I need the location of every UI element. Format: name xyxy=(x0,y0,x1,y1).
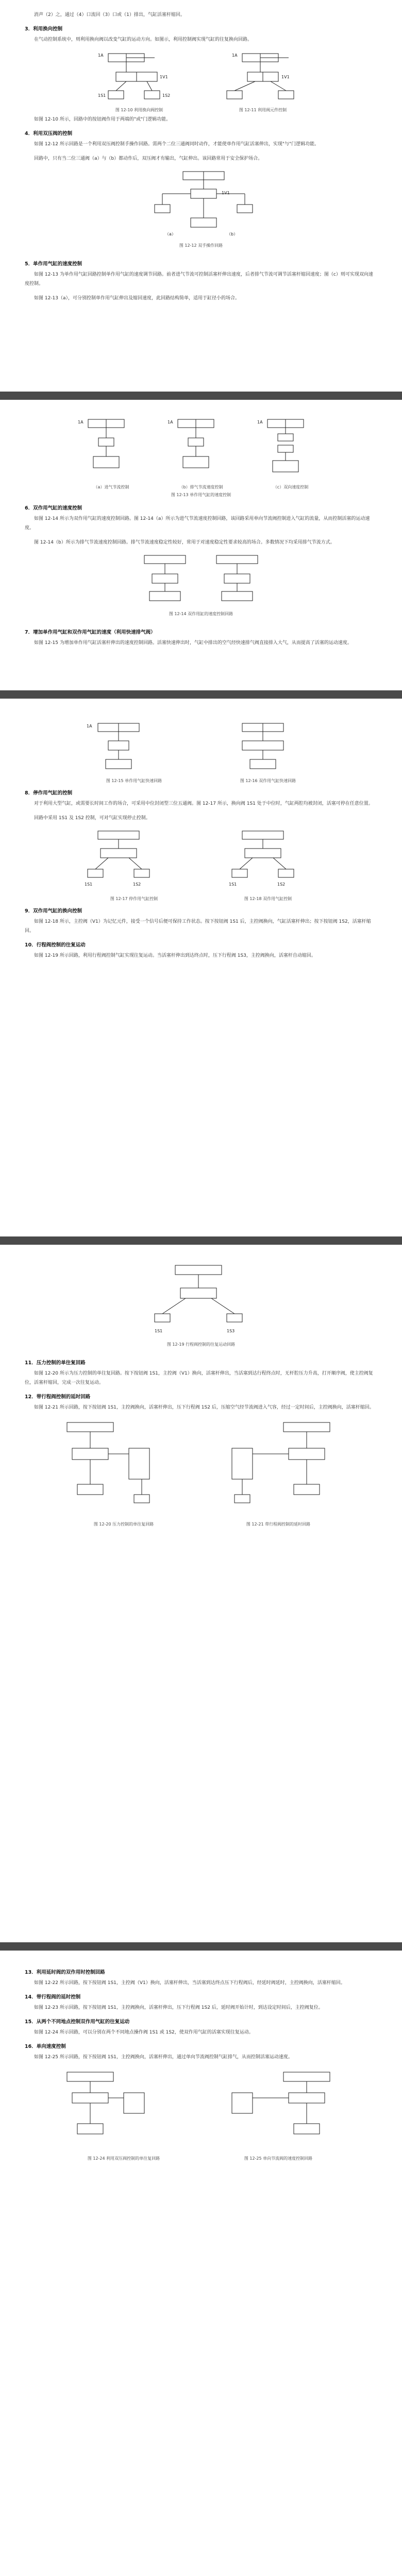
section-heading: 4．利用双压阀的控制 xyxy=(25,131,73,137)
sub-label: （a） xyxy=(165,232,176,236)
figure xyxy=(25,168,377,255)
figure xyxy=(25,1262,377,1353)
body-paragraph: 如图 12-21 所示回路，按下按钮阀 1S1，主控阀换向，活塞杆伸出，压下行程阀 1S2 后，压缩空气经节流阀进入气容，经过一定时间后，主控阀换向，活塞杆缩回。 xyxy=(34,1405,374,1410)
body-paragraph: 如图 12-18 所示，主控阀（V1）为记忆元件，接受一个信号后便可保持工作状态。按下按钮阀 1S1 后，主控阀换向，气缸活塞杆伸出；按下按钮阀 1S2，活塞杆缩回。 xyxy=(25,919,371,934)
circuit-diagram xyxy=(211,2067,345,2155)
section-heading: 13．利用延时阀的双作用时控制回路 xyxy=(25,1970,105,1975)
figure-row xyxy=(25,720,377,784)
figure xyxy=(211,720,325,784)
figure-caption: 图 12-25 单向节流阀的速度控制回路 xyxy=(244,2156,313,2161)
cylinder-label: 1A xyxy=(98,53,104,58)
figure-caption: （b）排气节流速度控制 xyxy=(179,485,223,489)
intro-paragraph: 消声（2）之，通过（4）口流回（3）口或（1）排出，气缸活塞杆缩回。 xyxy=(34,12,185,18)
figure xyxy=(252,416,329,490)
cylinder-label: 1A xyxy=(257,420,263,425)
figure-caption: 图 12-16 双作用气缸快速回路 xyxy=(240,778,296,783)
circuit-diagram xyxy=(88,49,191,106)
switch-label: 1S1 xyxy=(85,882,93,887)
sub-label: （b） xyxy=(227,232,238,236)
switch-label: 1S1 xyxy=(98,93,106,98)
circuit-diagram xyxy=(124,1262,278,1340)
figure-caption: 图 12-15 单作用气缸快速回路 xyxy=(106,778,162,783)
figure xyxy=(25,552,377,623)
page-3 xyxy=(25,716,377,1231)
cylinder-label: 1A xyxy=(167,420,173,425)
figure-caption: 图 12-24 利用双压阀控制的单往复回路 xyxy=(87,2156,160,2161)
circuit-diagram xyxy=(77,720,191,777)
section-heading: 9．双作用气缸的换向控制 xyxy=(25,908,82,914)
figure-caption: （a）进气节流控制 xyxy=(93,485,129,489)
figure-caption: 图 12-21 带行程阀控制的延时回路 xyxy=(246,1522,311,1527)
figure-caption: 图 12-20 压力控制的单往复回路 xyxy=(93,1522,154,1527)
section-heading: 5．单作用气缸的速度控制 xyxy=(25,261,82,267)
section-heading: 6．双作用气缸的速度控制 xyxy=(25,505,82,511)
cylinder-label: 1A xyxy=(87,724,92,728)
circuit-diagram xyxy=(211,720,325,777)
page-1 xyxy=(25,10,377,386)
valve-label: 1V1 xyxy=(160,75,168,79)
valve-label: 1V1 xyxy=(222,191,230,195)
figure-row xyxy=(25,49,377,113)
figure-caption: 图 12-10 利用换向阀控制 xyxy=(115,108,163,112)
figure xyxy=(57,1417,191,1527)
switch-label: 1S2 xyxy=(133,882,141,887)
body-paragraph: 图 12-14（b）所示为排气节流速度控制回路。排气节流速度稳定性较好，常用于对速度稳定性要求较高的场合。多数情况下均采用排气节流方式。 xyxy=(34,540,335,545)
valve-label: 1V1 xyxy=(281,75,290,79)
figure xyxy=(77,720,191,784)
figure xyxy=(211,1417,345,1527)
switch-label: 1S3 xyxy=(227,1329,235,1333)
circuit-diagram xyxy=(211,49,314,106)
section-heading: 7．增加单作用气缸和双作用气缸的速度（利用快速排气阀） xyxy=(25,630,156,635)
body-paragraph: 回路中，只有当二位三通阀（a）与（b）都动作后，双压阀才有输出，气缸伸出。该回路常用于安全保护场合。 xyxy=(34,156,263,161)
circuit-diagram xyxy=(57,1417,191,1520)
figure-caption: 图 12-13 单作用气缸的速度控制 xyxy=(171,493,231,497)
figure-caption: 图 12-19 行程阀控制的往复运动回路 xyxy=(166,1342,236,1347)
section-heading: 11．压力控制的单往复回路 xyxy=(25,1360,86,1366)
body-paragraph: 在气动控制系统中，则利用换向阀以改变气缸的运动方向。如图示，利用控制阀实现气缸的往复换向回路。 xyxy=(34,37,253,42)
page-separator xyxy=(0,1236,402,1245)
body-paragraph: 回路中采用 1S1 及 1S2 控制，可对气缸实现停止控制。 xyxy=(34,816,150,821)
switch-label: 1S1 xyxy=(155,1329,163,1333)
figure xyxy=(88,49,191,113)
body-paragraph: 如图 12-13 为单作用气缸回路控制单作用气缸的速度调节回路。前者进气节流可控制活塞杆伸出速度，后者排气节流可调节活塞杆缩回速度；图（c）则可实现双向速度控制。 xyxy=(25,272,373,286)
figure-caption: 图 12-12 双手操作回路 xyxy=(179,243,223,248)
figure xyxy=(211,2067,345,2161)
page-5 xyxy=(25,1963,377,2576)
page-2 xyxy=(25,412,377,680)
circuit-diagram xyxy=(134,168,268,241)
body-paragraph: 如图 12-10 所示，回路中的按钮阀作用于两端的"或"门逻辑功能。 xyxy=(34,117,171,122)
body-paragraph: 如图 12-13（a），可分别控制单作用气缸伸出及缩回速度，此回路结构简单，适用于缸径小的场合。 xyxy=(34,296,240,301)
switch-label: 1S2 xyxy=(277,882,286,887)
section-heading: 10．行程阀控制的往复运动 xyxy=(25,942,86,948)
section-heading: 12．带行程阀控制的延时回路 xyxy=(25,1394,91,1400)
section-heading: 14．带行程阀的延时控制 xyxy=(25,1994,81,2000)
circuit-diagram xyxy=(252,416,329,483)
figure xyxy=(77,828,191,902)
figure-row xyxy=(25,2067,377,2161)
body-paragraph: 如图 12-24 所示回路，可以分别在两个不同地点操作阀 1S1 或 1S2，使双作用气缸的活塞实现往复运动。 xyxy=(34,2030,254,2035)
body-paragraph: 如图 12-15 为增加单作用气缸活塞杆伸出的速度控制回路。活塞快速伸出时，气缸中排出的空气经快速排气阀直接排入大气，从而提高了活塞的运动速度。 xyxy=(34,640,352,646)
body-paragraph: 如图 12-25 所示回路，按下按钮阀 1S1，主控阀换向，活塞杆伸出，通过单向节流阀控制气缸排气，从而控制活塞运动速度。 xyxy=(34,2055,293,2060)
circuit-diagram xyxy=(124,552,278,609)
circuit-diagram xyxy=(162,416,240,483)
cylinder-label: 1A xyxy=(78,420,83,425)
figure-caption: 图 12-18 双作用气缸控制 xyxy=(244,896,292,901)
section-heading: 16．单向速度控制 xyxy=(25,2044,66,2049)
switch-label: 1S1 xyxy=(229,882,237,887)
figure-caption: （c）双向速度控制 xyxy=(273,485,309,489)
section-heading: 15．从两个不同地点控制双作用气缸的往复运动 xyxy=(25,2019,130,2025)
circuit-diagram xyxy=(77,828,191,895)
figure-row xyxy=(25,828,377,902)
body-paragraph: 如图 12-20 所示为压力控制的单往复回路。按下按钮阀 1S1，主控阀（V1）换向，活塞杆伸出，当活塞到达行程终点时，无杆腔压力升高，打开顺序阀，使主控阀复位，活塞杆缩回，完成一次往复运动。 xyxy=(25,1371,373,1385)
body-paragraph: 如图 12-22 所示回路，按下按钮阀 1S1，主控阀（V1）换向，活塞杆伸出，当活塞到达终点压下行程阀后，经延时阀延时，主控阀换向，活塞杆缩回。 xyxy=(34,1980,345,1986)
circuit-diagram xyxy=(73,416,150,483)
section-heading: 3．利用换向控制 xyxy=(25,26,63,32)
body-paragraph: 如图 12-23 所示回路，按下按钮阀 1S1，主控阀换向，活塞杆伸出，压下行程阀 1S2 后，延时阀开始计时，到达设定时间后，主控阀复位。 xyxy=(34,2005,323,2010)
figure-row xyxy=(25,416,377,490)
section-heading: 8．停作用气缸的控制 xyxy=(25,790,73,796)
body-paragraph: 对于利用大型气缸，或需要长时间工作的场合，可采用中位封闭型三位五通阀。图 12-17 所示，换向阀 1S1 处于中位时，气缸两腔均被封闭，活塞可停在任意位置。 xyxy=(34,801,373,806)
figure-row xyxy=(25,1417,377,1527)
page-separator xyxy=(0,392,402,400)
circuit-diagram xyxy=(211,828,325,895)
figure xyxy=(73,416,150,490)
figure xyxy=(162,416,240,490)
figure-caption: 图 12-14 双作用缸的速度控制回路 xyxy=(169,612,233,616)
cylinder-label: 1A xyxy=(232,53,238,58)
figure-caption: 图 12-17 停作用气缸控制 xyxy=(110,896,158,901)
page-4 xyxy=(25,1262,377,1932)
circuit-diagram xyxy=(57,2067,191,2155)
body-paragraph: 如图 12-14 所示为双作用气缸的速度控制回路。图 12-14（a）所示为进气节流速度控制回路，该回路采用单向节流阀控制进入气缸的流量，从而控制活塞的运动速度。 xyxy=(25,516,370,531)
body-paragraph: 如图 12-12 所示回路是一个利用双压阀控制手操作回路。需两个二位三通阀同时动作，才能使单作用气缸活塞伸出，实现"与"门逻辑功能。 xyxy=(34,142,320,147)
figure xyxy=(57,2067,191,2161)
figure xyxy=(211,828,325,902)
page-separator xyxy=(0,690,402,699)
page-separator xyxy=(0,1942,402,1951)
switch-label: 1S2 xyxy=(162,93,171,98)
circuit-diagram xyxy=(211,1417,345,1520)
figure xyxy=(211,49,314,113)
figure-caption: 图 12-11 利用阀元件控制 xyxy=(239,108,287,112)
body-paragraph: 如图 12-19 所示回路，利用行程阀控制气缸实现往复运动。当活塞杆伸出到达终点时，压下行程阀 1S3，主控阀换向，活塞杆自动缩回。 xyxy=(34,953,316,958)
